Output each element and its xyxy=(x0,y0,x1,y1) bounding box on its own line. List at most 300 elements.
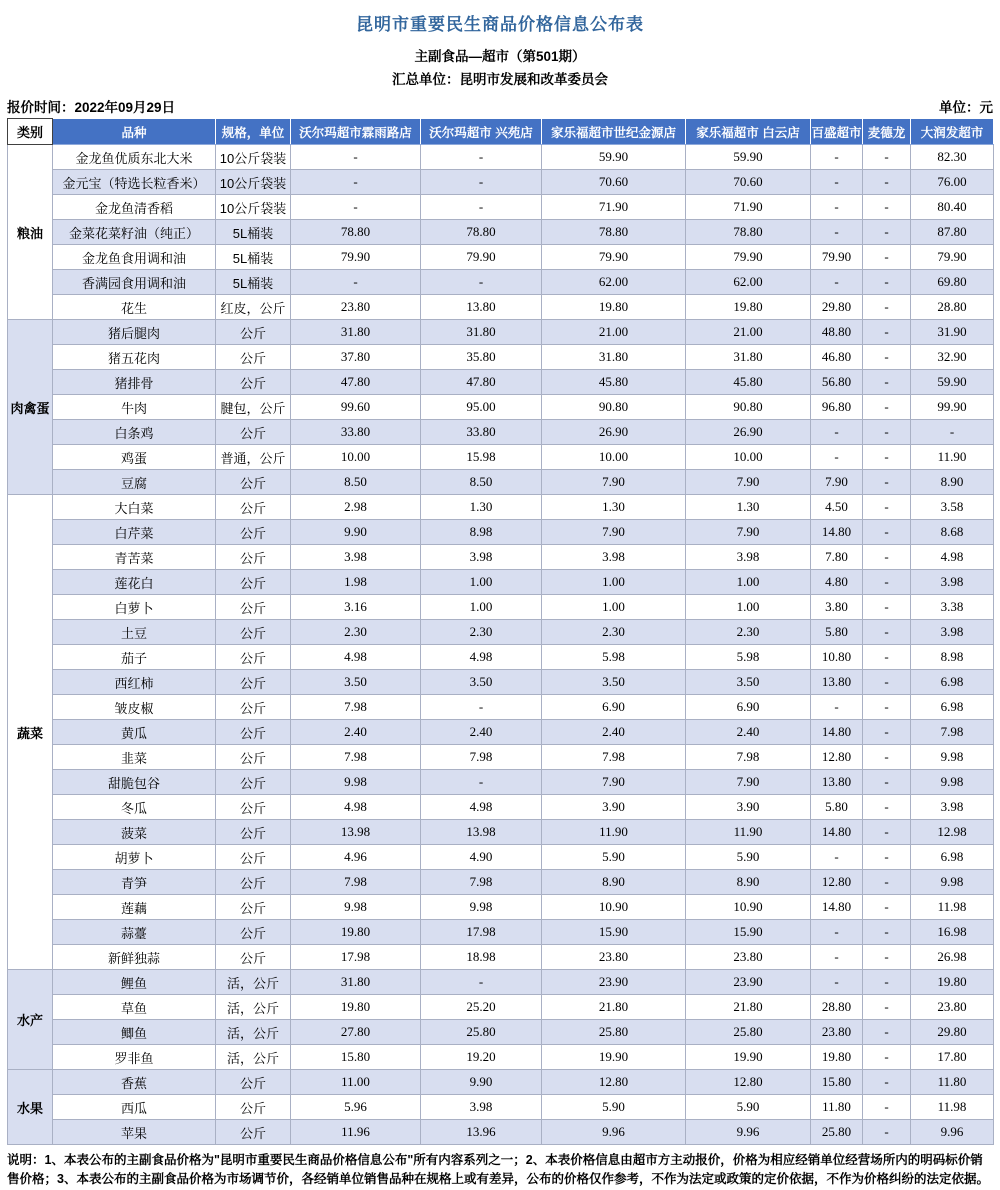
column-header-walmart-xingyuan: 沃尔玛超市 兴苑店 xyxy=(421,119,542,145)
price-cell: 79.90 xyxy=(421,245,542,270)
price-cell: 1.00 xyxy=(421,595,542,620)
item-name-cell: 牛肉 xyxy=(53,395,216,420)
price-cell: 78.80 xyxy=(421,220,542,245)
item-name-cell: 菠菜 xyxy=(53,820,216,845)
price-cell: - xyxy=(291,195,421,220)
price-cell: 31.80 xyxy=(421,320,542,345)
price-cell: 26.90 xyxy=(686,420,811,445)
price-cell: 47.80 xyxy=(421,370,542,395)
price-cell: 29.80 xyxy=(911,1020,994,1045)
price-cell: 45.80 xyxy=(542,370,686,395)
price-cell: 31.80 xyxy=(291,970,421,995)
price-cell: - xyxy=(863,1095,911,1120)
item-name-cell: 黄瓜 xyxy=(53,720,216,745)
price-cell: 7.90 xyxy=(542,770,686,795)
price-cell: 10.80 xyxy=(811,645,863,670)
price-cell: 19.80 xyxy=(291,995,421,1020)
table-row xyxy=(8,1070,994,1095)
price-cell: - xyxy=(863,970,911,995)
spec-cell: 公斤 xyxy=(216,695,291,720)
item-name-cell: 金龙鱼优质东北大米 xyxy=(53,145,216,170)
spec-cell: 活，公斤 xyxy=(216,995,291,1020)
price-cell: 23.80 xyxy=(686,945,811,970)
item-name-cell: 莲花白 xyxy=(53,570,216,595)
spec-cell: 活，公斤 xyxy=(216,1045,291,1070)
price-cell: 14.80 xyxy=(811,720,863,745)
price-cell: - xyxy=(421,695,542,720)
item-name-cell: 白萝卜 xyxy=(53,595,216,620)
price-cell: 17.98 xyxy=(291,945,421,970)
price-cell: - xyxy=(291,170,421,195)
item-name-cell: 西红柿 xyxy=(53,670,216,695)
price-cell: 1.98 xyxy=(291,570,421,595)
price-cell: 7.90 xyxy=(542,470,686,495)
table-row xyxy=(8,770,994,795)
price-cell: 11.90 xyxy=(911,445,994,470)
price-cell: 31.80 xyxy=(542,345,686,370)
table-row xyxy=(8,995,994,1020)
spec-cell: 公斤 xyxy=(216,920,291,945)
price-cell: - xyxy=(863,1120,911,1145)
price-cell: 78.80 xyxy=(542,220,686,245)
item-name-cell: 花生 xyxy=(53,295,216,320)
price-cell: 9.96 xyxy=(542,1120,686,1145)
price-cell: - xyxy=(421,970,542,995)
price-cell: 8.98 xyxy=(911,645,994,670)
price-cell: 3.98 xyxy=(911,570,994,595)
price-cell: 62.00 xyxy=(542,270,686,295)
spec-cell: 公斤 xyxy=(216,545,291,570)
column-header-rtmart: 大润发超市 xyxy=(911,119,994,145)
price-cell: - xyxy=(421,770,542,795)
price-cell: 2.30 xyxy=(686,620,811,645)
price-cell: - xyxy=(811,195,863,220)
price-cell: 13.80 xyxy=(421,295,542,320)
price-cell: 3.80 xyxy=(811,595,863,620)
price-cell: 15.90 xyxy=(542,920,686,945)
price-cell: 3.50 xyxy=(421,670,542,695)
price-cell: 2.30 xyxy=(291,620,421,645)
price-cell: 71.90 xyxy=(686,195,811,220)
price-cell: 12.80 xyxy=(542,1070,686,1095)
price-cell: 11.96 xyxy=(291,1120,421,1145)
price-cell: 9.98 xyxy=(291,895,421,920)
price-cell: 37.80 xyxy=(291,345,421,370)
price-cell: 3.50 xyxy=(542,670,686,695)
price-cell: 27.80 xyxy=(291,1020,421,1045)
price-cell: 6.90 xyxy=(686,695,811,720)
price-cell: 8.50 xyxy=(291,470,421,495)
item-name-cell: 冬瓜 xyxy=(53,795,216,820)
price-cell: 3.98 xyxy=(686,545,811,570)
price-cell: 3.98 xyxy=(421,545,542,570)
spec-cell: 公斤 xyxy=(216,795,291,820)
table-row xyxy=(8,420,994,445)
price-cell: 7.98 xyxy=(291,870,421,895)
price-cell: 13.80 xyxy=(811,770,863,795)
table-row xyxy=(8,845,994,870)
note-text: 说明：1、本表公布的主副食品价格为"昆明市重要民生商品价格信息公布"所有内容系列之一；2、本表价格信息由超市方主动报价，价格为相应经销单位经营场所内的明码标价销售价格；3、本表公布的主副食品价格为市场调节价，各经销单位销售品种在规格上或有差异，公布的价格仅作参考，不作为法定或政策的定价依据，不作为价格纠纷的法定依据。 xyxy=(7,1153,989,1187)
price-cell: - xyxy=(811,145,863,170)
column-header-parkson: 百盛超市 xyxy=(811,119,863,145)
price-cell: 25.20 xyxy=(421,995,542,1020)
price-table-body xyxy=(8,145,994,1145)
price-cell: 5.98 xyxy=(542,645,686,670)
item-name-cell: 草鱼 xyxy=(53,995,216,1020)
price-cell: 5.98 xyxy=(686,645,811,670)
price-cell: 2.98 xyxy=(291,495,421,520)
table-row xyxy=(8,445,994,470)
price-cell: 14.80 xyxy=(811,520,863,545)
item-name-cell: 皱皮椒 xyxy=(53,695,216,720)
price-cell: - xyxy=(863,495,911,520)
table-row xyxy=(8,1120,994,1145)
category-cell: 水产 xyxy=(8,970,53,1070)
table-row xyxy=(8,795,994,820)
price-cell: 17.98 xyxy=(421,920,542,945)
item-name-cell: 茄子 xyxy=(53,645,216,670)
price-cell: - xyxy=(863,820,911,845)
price-cell: 79.90 xyxy=(911,245,994,270)
table-row xyxy=(8,1095,994,1120)
price-cell: 62.00 xyxy=(686,270,811,295)
price-cell: 2.30 xyxy=(421,620,542,645)
price-cell: 13.98 xyxy=(291,820,421,845)
price-table xyxy=(7,118,994,1145)
table-row xyxy=(8,320,994,345)
price-cell: - xyxy=(863,870,911,895)
price-cell: 19.20 xyxy=(421,1045,542,1070)
price-cell: 4.98 xyxy=(421,645,542,670)
price-cell: - xyxy=(291,145,421,170)
table-row xyxy=(8,470,994,495)
category-cell: 肉禽蛋 xyxy=(8,320,53,495)
price-cell: 23.80 xyxy=(291,295,421,320)
item-name-cell: 香满园食用调和油 xyxy=(53,270,216,295)
table-row xyxy=(8,920,994,945)
price-cell: 99.90 xyxy=(911,395,994,420)
price-cell: 9.98 xyxy=(421,895,542,920)
price-cell: 87.80 xyxy=(911,220,994,245)
price-cell: - xyxy=(863,1020,911,1045)
price-cell: - xyxy=(863,620,911,645)
price-cell: 10.00 xyxy=(291,445,421,470)
table-row xyxy=(8,395,994,420)
table-row xyxy=(8,195,994,220)
summary-unit: 汇总单位：昆明市发展和改革委员会 xyxy=(392,72,608,87)
price-cell: 2.40 xyxy=(291,720,421,745)
spec-cell: 公斤 xyxy=(216,1120,291,1145)
price-cell: 71.90 xyxy=(542,195,686,220)
price-cell: 3.98 xyxy=(542,545,686,570)
price-cell: 8.90 xyxy=(686,870,811,895)
table-row xyxy=(8,245,994,270)
price-cell: 13.80 xyxy=(811,670,863,695)
price-cell: - xyxy=(863,395,911,420)
price-cell: 10.00 xyxy=(542,445,686,470)
price-cell: 11.98 xyxy=(911,895,994,920)
price-cell: 1.00 xyxy=(542,595,686,620)
price-cell: 4.80 xyxy=(811,570,863,595)
item-name-cell: 莲藕 xyxy=(53,895,216,920)
item-name-cell: 鸡蛋 xyxy=(53,445,216,470)
spec-cell: 活，公斤 xyxy=(216,1020,291,1045)
price-cell: 59.90 xyxy=(542,145,686,170)
price-cell: 8.68 xyxy=(911,520,994,545)
price-cell: 5.80 xyxy=(811,620,863,645)
item-name-cell: 猪五花肉 xyxy=(53,345,216,370)
price-cell: 28.80 xyxy=(811,995,863,1020)
price-cell: 1.00 xyxy=(686,570,811,595)
price-cell: 79.90 xyxy=(811,245,863,270)
price-cell: 33.80 xyxy=(291,420,421,445)
price-cell: 26.98 xyxy=(911,945,994,970)
price-cell: - xyxy=(811,695,863,720)
price-cell: 11.80 xyxy=(811,1095,863,1120)
price-cell: 23.80 xyxy=(911,995,994,1020)
price-cell: 96.80 xyxy=(811,395,863,420)
price-cell: 7.98 xyxy=(542,745,686,770)
spec-cell: 5L桶装 xyxy=(216,245,291,270)
price-cell: - xyxy=(911,420,994,445)
price-cell: 3.98 xyxy=(291,545,421,570)
price-cell: 25.80 xyxy=(811,1120,863,1145)
price-cell: 4.98 xyxy=(291,645,421,670)
price-cell: 10.00 xyxy=(686,445,811,470)
table-row xyxy=(8,345,994,370)
table-row xyxy=(8,695,994,720)
price-cell: 9.98 xyxy=(291,770,421,795)
price-cell: 15.90 xyxy=(686,920,811,945)
price-cell: 19.80 xyxy=(542,295,686,320)
price-cell: 21.00 xyxy=(686,320,811,345)
price-cell: - xyxy=(863,895,911,920)
price-cell: 19.90 xyxy=(686,1045,811,1070)
price-cell: 18.98 xyxy=(421,945,542,970)
price-cell: 7.98 xyxy=(291,695,421,720)
item-name-cell: 土豆 xyxy=(53,620,216,645)
price-cell: 79.90 xyxy=(291,245,421,270)
price-cell: - xyxy=(863,770,911,795)
price-cell: 7.98 xyxy=(421,745,542,770)
price-cell: 1.30 xyxy=(686,495,811,520)
spec-cell: 公斤 xyxy=(216,645,291,670)
price-cell: 7.98 xyxy=(686,745,811,770)
category-cell: 水果 xyxy=(8,1070,53,1145)
price-cell: 90.80 xyxy=(542,395,686,420)
price-cell: - xyxy=(811,920,863,945)
price-cell: 6.90 xyxy=(542,695,686,720)
price-cell: 11.90 xyxy=(686,820,811,845)
spec-cell: 公斤 xyxy=(216,595,291,620)
spec-cell: 公斤 xyxy=(216,845,291,870)
table-row xyxy=(8,145,994,170)
item-name-cell: 豆腐 xyxy=(53,470,216,495)
price-cell: 5.90 xyxy=(542,1095,686,1120)
table-row xyxy=(8,970,994,995)
price-cell: 15.80 xyxy=(291,1045,421,1070)
price-cell: 14.80 xyxy=(811,820,863,845)
price-cell: 12.98 xyxy=(911,820,994,845)
price-cell: 7.98 xyxy=(911,720,994,745)
item-name-cell: 蒜薹 xyxy=(53,920,216,945)
price-cell: - xyxy=(863,645,911,670)
quote-time: 报价时间：2022年09月29日 xyxy=(7,100,176,115)
price-cell: 2.40 xyxy=(686,720,811,745)
price-cell: - xyxy=(863,320,911,345)
price-cell: 78.80 xyxy=(686,220,811,245)
column-header-walmart-linyu: 沃尔玛超市霖雨路店 xyxy=(291,119,421,145)
spec-cell: 公斤 xyxy=(216,870,291,895)
spec-cell: 公斤 xyxy=(216,745,291,770)
price-cell: 1.30 xyxy=(421,495,542,520)
category-cell: 蔬菜 xyxy=(8,495,53,970)
price-cell: 9.98 xyxy=(911,770,994,795)
price-cell: 7.90 xyxy=(686,770,811,795)
item-name-cell: 金菜花菜籽油（纯正） xyxy=(53,220,216,245)
spec-cell: 公斤 xyxy=(216,1095,291,1120)
column-header-item: 品种 xyxy=(53,119,216,145)
price-cell: 5.90 xyxy=(686,845,811,870)
price-cell: 15.98 xyxy=(421,445,542,470)
price-cell: 25.80 xyxy=(542,1020,686,1045)
meta-row xyxy=(7,96,993,116)
price-cell: 23.90 xyxy=(686,970,811,995)
unit-label: 单位：元 xyxy=(939,100,993,115)
page-subtitle: 主副食品—超市（第501期） xyxy=(414,49,586,64)
price-cell: 25.80 xyxy=(421,1020,542,1045)
item-name-cell: 金龙鱼食用调和油 xyxy=(53,245,216,270)
price-cell: - xyxy=(863,295,911,320)
price-cell: 6.98 xyxy=(911,695,994,720)
price-cell: - xyxy=(863,345,911,370)
price-cell: - xyxy=(863,245,911,270)
price-cell: 59.90 xyxy=(686,145,811,170)
price-cell: 9.98 xyxy=(911,870,994,895)
spec-cell: 公斤 xyxy=(216,1070,291,1095)
price-cell: 14.80 xyxy=(811,895,863,920)
spec-cell: 5L桶装 xyxy=(216,270,291,295)
price-cell: - xyxy=(863,920,911,945)
table-row xyxy=(8,745,994,770)
price-cell: - xyxy=(863,520,911,545)
spec-cell: 公斤 xyxy=(216,420,291,445)
table-row xyxy=(8,595,994,620)
price-cell: 3.38 xyxy=(911,595,994,620)
price-cell: 8.90 xyxy=(911,470,994,495)
price-cell: - xyxy=(811,270,863,295)
price-cell: 3.98 xyxy=(911,795,994,820)
spec-cell: 10公斤袋装 xyxy=(216,195,291,220)
price-cell: 82.30 xyxy=(911,145,994,170)
price-cell: 78.80 xyxy=(291,220,421,245)
price-cell: 3.50 xyxy=(686,670,811,695)
column-header-category: 类别 xyxy=(8,119,53,145)
price-cell: 19.80 xyxy=(811,1045,863,1070)
spec-cell: 腱包，公斤 xyxy=(216,395,291,420)
column-header-carrefour-baiyun: 家乐福超市 白云店 xyxy=(686,119,811,145)
item-name-cell: 甜脆包谷 xyxy=(53,770,216,795)
price-cell: - xyxy=(863,470,911,495)
item-name-cell: 白芹菜 xyxy=(53,520,216,545)
price-cell: - xyxy=(863,445,911,470)
spec-cell: 公斤 xyxy=(216,345,291,370)
price-cell: 7.98 xyxy=(291,745,421,770)
price-cell: 21.80 xyxy=(542,995,686,1020)
price-cell: 4.98 xyxy=(291,795,421,820)
price-cell: 3.16 xyxy=(291,595,421,620)
price-cell: - xyxy=(863,370,911,395)
price-cell: 8.90 xyxy=(542,870,686,895)
price-cell: 99.60 xyxy=(291,395,421,420)
price-cell: - xyxy=(863,545,911,570)
spec-cell: 10公斤袋装 xyxy=(216,145,291,170)
price-cell: 69.80 xyxy=(911,270,994,295)
price-cell: - xyxy=(811,420,863,445)
price-cell: - xyxy=(863,795,911,820)
price-cell: 2.30 xyxy=(542,620,686,645)
price-cell: 45.80 xyxy=(686,370,811,395)
price-cell: - xyxy=(863,270,911,295)
price-cell: 13.96 xyxy=(421,1120,542,1145)
item-name-cell: 大白菜 xyxy=(53,495,216,520)
price-cell: 3.98 xyxy=(421,1095,542,1120)
price-cell: 25.80 xyxy=(686,1020,811,1045)
price-cell: 8.50 xyxy=(421,470,542,495)
price-cell: 5.90 xyxy=(542,845,686,870)
price-cell: - xyxy=(863,720,911,745)
price-cell: - xyxy=(863,220,911,245)
item-name-cell: 鲫鱼 xyxy=(53,1020,216,1045)
table-row xyxy=(8,870,994,895)
price-cell: 9.90 xyxy=(421,1070,542,1095)
price-cell: 11.98 xyxy=(911,1095,994,1120)
price-cell: - xyxy=(811,970,863,995)
spec-cell: 公斤 xyxy=(216,520,291,545)
column-header-spec: 规格，单位 xyxy=(216,119,291,145)
price-cell: 5.96 xyxy=(291,1095,421,1120)
price-cell: 70.60 xyxy=(542,170,686,195)
table-row xyxy=(8,370,994,395)
price-cell: - xyxy=(811,220,863,245)
price-cell: - xyxy=(421,145,542,170)
price-cell: - xyxy=(863,945,911,970)
price-cell: - xyxy=(863,995,911,1020)
spec-cell: 公斤 xyxy=(216,620,291,645)
price-cell: - xyxy=(811,170,863,195)
price-cell: 26.90 xyxy=(542,420,686,445)
price-cell: 19.90 xyxy=(542,1045,686,1070)
price-cell: 7.90 xyxy=(542,520,686,545)
price-cell: 2.40 xyxy=(542,720,686,745)
price-cell: 7.90 xyxy=(811,470,863,495)
price-cell: - xyxy=(863,595,911,620)
table-row xyxy=(8,720,994,745)
table-row xyxy=(8,645,994,670)
price-cell: 1.00 xyxy=(686,595,811,620)
price-cell: 12.80 xyxy=(686,1070,811,1095)
price-cell: 4.98 xyxy=(421,795,542,820)
column-header-carrefour-shijijinyuan: 家乐福超市世纪金源店 xyxy=(542,119,686,145)
price-cell: - xyxy=(863,845,911,870)
price-cell: 23.90 xyxy=(542,970,686,995)
price-cell: - xyxy=(811,945,863,970)
price-cell: 7.98 xyxy=(421,870,542,895)
table-row xyxy=(8,570,994,595)
price-cell: 16.98 xyxy=(911,920,994,945)
spec-cell: 普通，公斤 xyxy=(216,445,291,470)
price-cell: 10.90 xyxy=(686,895,811,920)
